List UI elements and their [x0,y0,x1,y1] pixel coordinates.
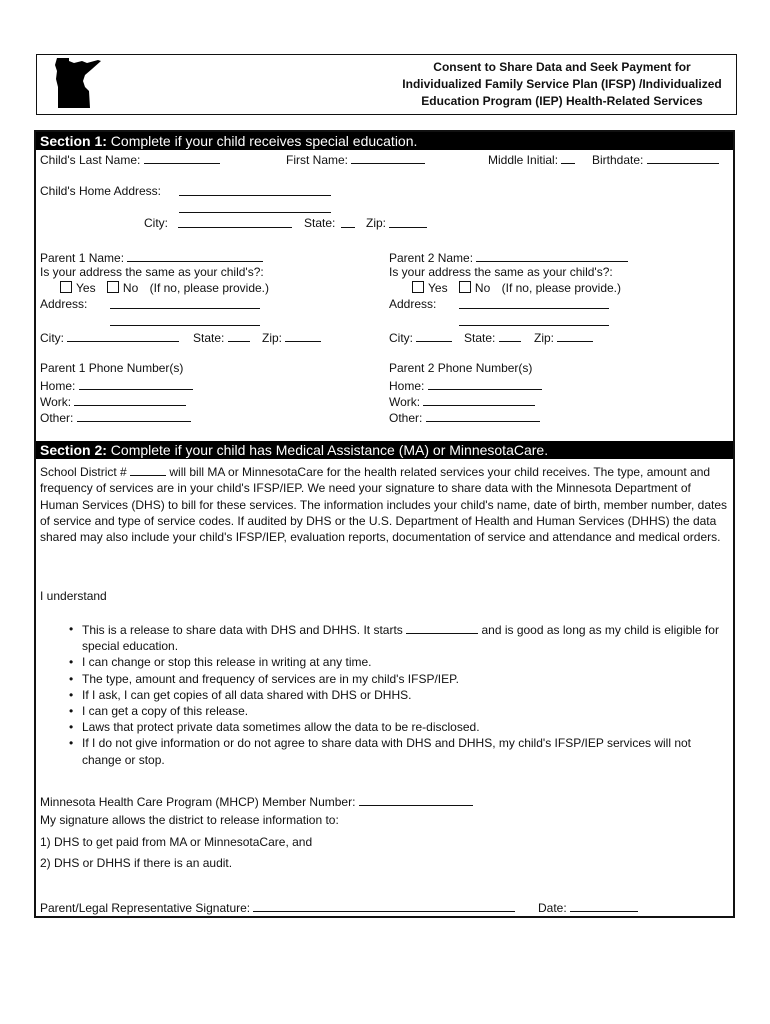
section-1-label: Section 1: [40,133,107,149]
parent2-phone-heading: Parent 2 Phone Number(s) [389,361,533,375]
middle-initial-label: Middle Initial: [488,153,559,167]
parent2-state-field[interactable] [499,329,521,342]
section-2-header [36,441,733,459]
home-address-label: Child's Home Address: [40,184,162,198]
childs-last-name-label: Child's Last Name: [40,153,141,167]
middle-initial-row [488,151,575,167]
parent1-no-checkbox[interactable] [107,281,119,293]
birthdate-field[interactable] [647,151,719,164]
release-duration-text: and is good as long as my child is eligible for special education. [82,623,719,654]
release-start-date-field[interactable] [406,621,478,634]
parent2-other-label: Other: [389,411,423,425]
parent1-home-row [40,377,193,393]
release-item-2: 2) DHS or DHHS if there is an audit. [40,856,233,870]
section-2-body: will bill MA or MinnesotaCare for the health related services your child receives. The type, amount and frequency of services are in your child's IFSP/IEP. We need your signature to share data with the Minnesota Department of Human Services (DHS) to bill for these services. The information includes your child's name, date of birth, member number, dates of service and type of service codes. If audited by DHS or the U.S. Department of Health and Human Services (DHHS) the data shared may also include your child's IFSP/IEP, evaluation reports, documentation of service and attendance and medical orders. [40,465,728,545]
birthdate-row [592,151,719,167]
school-district-number-field[interactable] [130,463,166,476]
parent2-other-row [389,409,540,425]
parent2-no-checkbox[interactable] [459,281,471,293]
release-start-text: This is a release to share data with DHS and DHHS. It starts [82,623,407,637]
parent1-work-label: Work: [40,395,72,409]
first-name-row [286,151,425,167]
parent1-state-row [193,329,250,345]
parent1-other-phone-field[interactable] [77,409,191,422]
parent1-zip-field[interactable] [285,329,321,342]
list-item: • The type, amount and frequency of services are in my child's IFSP/IEP. [66,671,726,687]
parent1-home-label: Home: [40,379,76,393]
parent2-city-field[interactable] [416,329,452,342]
list-item: • If I do not give information or do not agree to share data with DHS and DHHS, my child's IFSP/IEP services will not change or stop. [66,735,726,767]
signature-allows-text: My signature allows the district to release information to: [40,813,339,827]
parent1-address-line-1[interactable] [110,296,260,309]
parent2-yes-checkbox[interactable] [412,281,424,293]
parent2-city-row [389,329,452,345]
form-header [36,54,737,115]
signature-row [40,899,515,915]
home-address-line-2[interactable] [179,200,331,213]
parent1-other-row [40,409,191,425]
parent1-name-label: Parent 1 Name: [40,251,125,265]
child-state-label: State: [304,216,336,230]
parent2-work-phone-field[interactable] [423,393,535,406]
date-label: Date: [538,901,567,915]
title-line-3: Education Program (IEP) Health-Related Services [421,94,703,108]
parent2-home-row [389,377,542,393]
parent1-same-address-options [60,281,269,295]
parent2-city-label: City: [389,331,413,345]
child-zip-field[interactable] [389,215,427,228]
home-address-line-1[interactable] [179,183,331,196]
section-2-text: Complete if your child has Medical Assistance (MA) or MinnesotaCare. [106,442,549,458]
parent2-yes-label: Yes [428,281,448,295]
middle-initial-field[interactable] [561,151,575,164]
consent-form [34,130,735,918]
birthdate-label: Birthdate: [592,153,644,167]
parent2-state-label: State: [464,331,496,345]
mhcp-member-number-field[interactable] [359,793,473,806]
parent2-other-phone-field[interactable] [426,409,540,422]
parent1-work-phone-field[interactable] [74,393,186,406]
child-city-field[interactable] [178,215,292,228]
parent2-same-address-question: Is your address the same as your child's?: [389,265,613,279]
title-line-1: Consent to Share Data and Seek Payment for [433,60,691,74]
parent1-address-line-2[interactable] [110,313,260,326]
parent1-zip-label: Zip: [262,331,283,345]
parent2-home-phone-field[interactable] [428,377,542,390]
parent2-address-line-2[interactable] [459,313,609,326]
signature-label: Parent/Legal Representative Signature: [40,901,251,915]
child-city-label: City: [144,216,168,230]
title-line-2: Individualized Family Service Plan (IFSP) /Individualized [402,77,722,91]
parent1-yes-checkbox[interactable] [60,281,72,293]
child-zip-label: Zip: [366,216,387,230]
parent2-zip-label: Zip: [534,331,555,345]
section-1-header [36,132,733,150]
mhcp-label: Minnesota Health Care Program (MHCP) Member Number: [40,795,356,809]
list-item: • Laws that protect private data sometimes allow the data to be re-disclosed. [66,719,726,735]
parent1-phone-heading: Parent 1 Phone Number(s) [40,361,184,375]
parent2-name-row [389,249,628,265]
parent2-address-line-1[interactable] [459,296,609,309]
parent2-home-label: Home: [389,379,425,393]
parent1-state-field[interactable] [228,329,250,342]
school-district-label: School District # [40,465,127,479]
list-item: • I can change or stop this release in writing at any time. [66,654,726,670]
section-1-text: Complete if your child receives special education. [106,133,418,149]
mhcp-row [40,793,473,809]
parent1-work-row [40,393,186,409]
childs-last-name-field[interactable] [144,151,220,164]
parent1-if-no-note: (If no, please provide.) [149,281,270,295]
parent2-state-row [464,329,521,345]
child-state-field[interactable] [341,215,355,228]
first-name-label: First Name: [286,153,349,167]
parent2-same-address-options [412,281,621,295]
first-name-field[interactable] [351,151,425,164]
list-item [66,621,726,654]
parent1-zip-row [262,329,321,345]
section-2-paragraph [40,463,730,545]
section-2-label: Section 2: [40,442,107,458]
list-item: • I can get a copy of this release. [66,703,726,719]
parent1-same-address-question: Is your address the same as your child's?: [40,265,264,279]
parent1-state-label: State: [193,331,225,345]
parent2-no-label: No [474,281,491,295]
parent1-name-field[interactable] [127,249,263,262]
parent1-yes-label: Yes [76,281,96,295]
date-field[interactable] [570,899,638,912]
parent1-city-label: City: [40,331,64,345]
parent2-zip-row [534,329,593,345]
parent2-work-row [389,393,535,409]
minnesota-state-logo [54,57,102,109]
release-item-1: 1) DHS to get paid from MA or MinnesotaCare, and [40,835,313,849]
parent2-if-no-note: (If no, please provide.) [501,281,622,295]
parent2-name-field[interactable] [476,249,628,262]
parent1-home-phone-field[interactable] [79,377,193,390]
childs-last-name-row [40,151,220,167]
parent2-zip-field[interactable] [557,329,593,342]
date-row [538,899,638,915]
parent1-city-row [40,329,179,345]
parent2-address-label: Address: [389,297,437,311]
parent1-city-field[interactable] [67,329,179,342]
parent1-other-label: Other: [40,411,74,425]
understanding-list [66,621,726,768]
parent1-name-row [40,249,263,265]
parent1-no-label: No [122,281,139,295]
i-understand-heading: I understand [40,589,107,603]
list-item: • If I ask, I can get copies of all data shared with DHS or DHHS. [66,687,726,703]
signature-field[interactable] [253,899,515,912]
parent2-name-label: Parent 2 Name: [389,251,474,265]
parent2-work-label: Work: [389,395,421,409]
form-title [389,59,735,110]
parent1-address-label: Address: [40,297,88,311]
